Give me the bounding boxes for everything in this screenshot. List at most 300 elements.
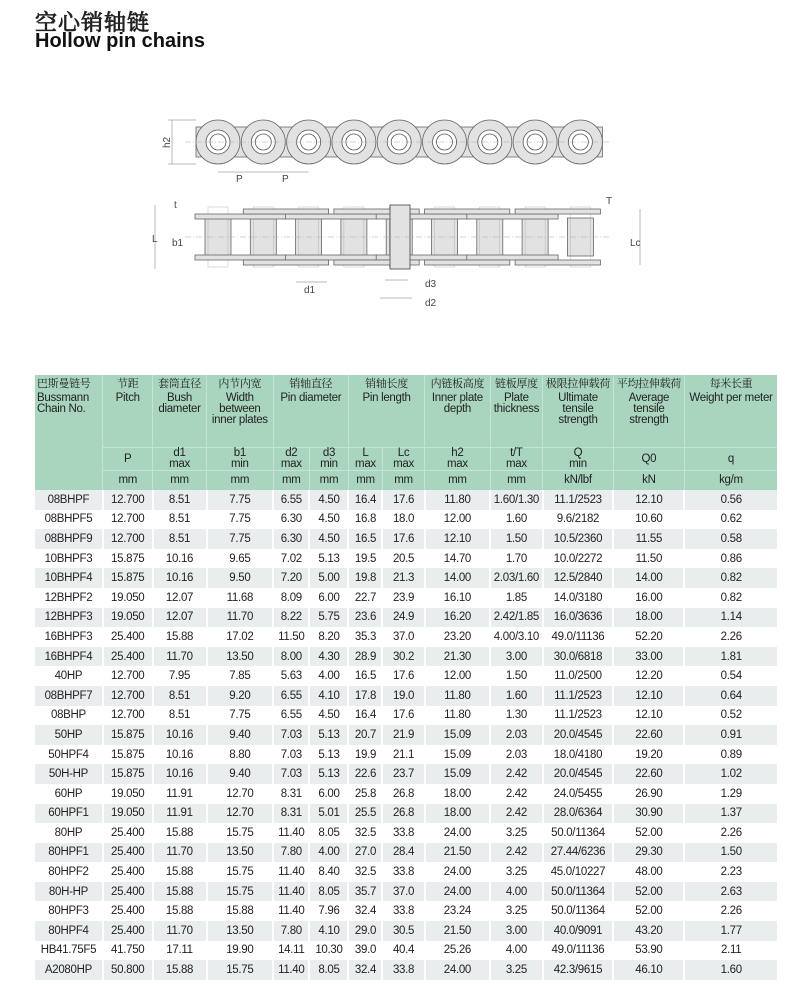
table-cell: 19.050 <box>103 784 153 804</box>
header-symbol <box>348 448 382 471</box>
table-cell: 12.700 <box>103 666 153 686</box>
table-cell: 1.81 <box>684 647 777 667</box>
table-cell: 1.30 <box>490 706 543 726</box>
inner-plate <box>195 214 286 219</box>
table-cell: 11.1/2523 <box>543 706 614 726</box>
table-cell: 32.4 <box>348 901 382 921</box>
table-cell: 33.00 <box>613 647 684 667</box>
table-row <box>35 901 777 921</box>
table-cell: 8.51 <box>153 529 207 549</box>
table-cell: 15.88 <box>153 901 207 921</box>
specifications-table <box>35 375 777 980</box>
symbol: L <box>362 447 369 459</box>
table-cell: 12.10 <box>613 686 684 706</box>
table-cell: 8.31 <box>273 784 309 804</box>
table-cell: 43.20 <box>613 921 684 941</box>
table-cell: 14.00 <box>613 568 684 588</box>
table-cell: 29.0 <box>348 921 382 941</box>
table-cell: 21.9 <box>382 725 424 745</box>
table-cell: 9.6/2182 <box>543 510 614 530</box>
header-symbol <box>613 448 684 471</box>
header-unit: mm <box>425 471 491 491</box>
table-cell: 12.700 <box>103 490 153 510</box>
table-cell: 4.00 <box>309 666 348 686</box>
table-cell: 10.16 <box>153 725 207 745</box>
table-cell: 19.050 <box>103 608 153 628</box>
table-cell: 24.0/5455 <box>543 784 614 804</box>
table-cell: 1.02 <box>684 764 777 784</box>
table-cell: 20.5 <box>382 549 424 569</box>
table-cell: 15.875 <box>103 745 153 765</box>
table-cell: 52.20 <box>613 627 684 647</box>
outer-plate <box>243 209 328 214</box>
table-cell: 4.00 <box>490 941 543 961</box>
header-en: Inner plate depth <box>431 392 483 415</box>
symbol-qualifier: max <box>446 458 468 470</box>
table-cell: 25.8 <box>348 784 382 804</box>
chain-no-cell: 50HPF4 <box>35 745 103 765</box>
table-cell: 11.40 <box>273 862 309 882</box>
outer-plate <box>243 260 328 265</box>
table-cell: 13.50 <box>207 843 274 863</box>
header-group <box>207 375 274 448</box>
table-row <box>35 686 777 706</box>
table-cell: 1.70 <box>490 549 543 569</box>
table-cell: 9.20 <box>207 686 274 706</box>
table-cell: 5.13 <box>309 725 348 745</box>
table-cell: 18.0/4180 <box>543 745 614 765</box>
table-cell: 30.90 <box>613 804 684 824</box>
label-L: L <box>152 234 158 245</box>
label-d1: d1 <box>304 285 316 296</box>
symbol: d1 <box>173 447 186 459</box>
table-cell: 2.03 <box>490 725 543 745</box>
chain-no-cell: 08BHPF <box>35 490 103 510</box>
table-cell: 15.88 <box>153 627 207 647</box>
table-cell: 52.00 <box>613 823 684 843</box>
table-cell: 7.20 <box>273 568 309 588</box>
label-d2: d2 <box>425 298 437 309</box>
table-cell: 26.90 <box>613 784 684 804</box>
header-en: Bush diameter <box>158 392 201 415</box>
symbol: q <box>727 452 735 465</box>
table-cell: 27.44/6236 <box>543 843 614 863</box>
header-symbol <box>490 448 543 471</box>
table-cell: 50.800 <box>103 960 153 980</box>
table-cell: 19.9 <box>348 745 382 765</box>
header-cn: 平均拉伸载荷 <box>616 378 681 390</box>
table-row <box>35 921 777 941</box>
label-T: T <box>606 196 613 207</box>
header-symbol <box>207 448 274 471</box>
table-cell: 15.88 <box>207 901 274 921</box>
table-cell: 52.00 <box>613 901 684 921</box>
table-cell: 18.00 <box>425 804 491 824</box>
table-cell: 32.5 <box>348 862 382 882</box>
table-cell: 15.875 <box>103 764 153 784</box>
header-unit: mm <box>273 471 309 491</box>
table-cell: 30.5 <box>382 921 424 941</box>
table-cell: 2.11 <box>684 941 777 961</box>
table-cell: 27.0 <box>348 843 382 863</box>
table-cell: 29.30 <box>613 843 684 863</box>
table-cell: 52.00 <box>613 882 684 902</box>
table-cell: 16.0/3636 <box>543 608 614 628</box>
table-cell: 9.50 <box>207 568 274 588</box>
header-unit: kN/lbf <box>543 471 614 491</box>
table-cell: 8.51 <box>153 490 207 510</box>
header-symbol <box>153 448 207 471</box>
header-unit: kN <box>613 471 684 491</box>
page-title-cn: 空心销轴链 <box>35 10 151 35</box>
table-cell: 0.89 <box>684 745 777 765</box>
symbol: b1 <box>233 447 246 459</box>
table-cell: 6.00 <box>309 784 348 804</box>
table-cell: 0.52 <box>684 706 777 726</box>
table-cell: 2.23 <box>684 862 777 882</box>
table-cell: 7.03 <box>273 745 309 765</box>
chain-no-cell: 80H-HP <box>35 882 103 902</box>
symbol-qualifier: min <box>231 458 249 470</box>
table-cell: 40.0/9091 <box>543 921 614 941</box>
table-cell: 12.00 <box>425 510 491 530</box>
header-group <box>490 375 543 448</box>
table-cell: 25.400 <box>103 921 153 941</box>
chain-no-cell: 60HP <box>35 784 103 804</box>
table-cell: 11.40 <box>273 901 309 921</box>
header-unit: mm <box>490 471 543 491</box>
table-cell: 11.1/2523 <box>543 490 614 510</box>
table-cell: 11.80 <box>425 490 491 510</box>
table-cell: 11.68 <box>207 588 274 608</box>
table-cell: 4.00/3.10 <box>490 627 543 647</box>
chain-no-cell: 08BHPF5 <box>35 510 103 530</box>
table-cell: 4.10 <box>309 686 348 706</box>
table-cell: 11.40 <box>273 882 309 902</box>
header-cn: 销轴长度 <box>365 378 408 390</box>
header-symbol <box>273 448 309 471</box>
symbol-qualifier: max <box>169 458 190 470</box>
header-symbol <box>382 448 424 471</box>
table-cell: 35.7 <box>348 882 382 902</box>
table-cell: 15.75 <box>207 823 274 843</box>
table-cell: 4.10 <box>309 921 348 941</box>
header-group <box>273 375 348 448</box>
chain-side-view <box>155 205 640 298</box>
table-cell: 11.50 <box>273 627 309 647</box>
table-cell: 15.75 <box>207 862 274 882</box>
table-cell: 15.88 <box>153 960 207 980</box>
table-cell: 20.7 <box>348 725 382 745</box>
table-cell: 4.00 <box>490 882 543 902</box>
header-en: Pin diameter <box>280 392 342 404</box>
table-cell: 0.62 <box>684 510 777 530</box>
table-cell: 33.8 <box>382 862 424 882</box>
header-cn: 内节内宽 <box>218 378 262 390</box>
table-cell: 15.875 <box>103 725 153 745</box>
table-cell: 0.54 <box>684 666 777 686</box>
table-cell: 17.6 <box>382 490 424 510</box>
table-cell: 24.00 <box>425 823 491 843</box>
symbol: Lc <box>397 447 410 459</box>
table-cell: 5.75 <box>309 608 348 628</box>
table-cell: 7.75 <box>207 706 274 726</box>
table-cell: 2.26 <box>684 823 777 843</box>
table-cell: 11.70 <box>207 608 274 628</box>
table-cell: 23.7 <box>382 764 424 784</box>
table-cell: 28.9 <box>348 647 382 667</box>
table-cell: 4.50 <box>309 490 348 510</box>
header-group <box>613 375 684 448</box>
table-cell: 17.6 <box>382 706 424 726</box>
table-cell: 17.8 <box>348 686 382 706</box>
chain-no-cell: 80HPF4 <box>35 921 103 941</box>
table-cell: 5.13 <box>309 549 348 569</box>
table-cell: 25.400 <box>103 823 153 843</box>
table-cell: 12.700 <box>103 510 153 530</box>
header-en: Plate thickness <box>493 392 540 415</box>
chain-no-cell: 08BHPF7 <box>35 686 103 706</box>
chain-no-cell: 40HP <box>35 666 103 686</box>
table-cell: 11.40 <box>273 960 309 980</box>
table-cell: 10.30 <box>309 941 348 961</box>
table-cell: 0.56 <box>684 490 777 510</box>
table-row <box>35 568 777 588</box>
table-row <box>35 882 777 902</box>
table-cell: 33.8 <box>382 901 424 921</box>
table-cell: 12.10 <box>613 490 684 510</box>
label-p1: P <box>236 174 243 185</box>
outer-plate <box>515 260 600 265</box>
table-cell: 22.7 <box>348 588 382 608</box>
table-cell: 4.00 <box>309 843 348 863</box>
table-cell: 10.16 <box>153 549 207 569</box>
table-cell: 46.10 <box>613 960 684 980</box>
chain-no-cell: 08BHP <box>35 706 103 726</box>
inner-plate <box>286 214 377 219</box>
table-cell: 13.50 <box>207 921 274 941</box>
table-cell: 48.00 <box>613 862 684 882</box>
table-cell: 1.60 <box>490 686 543 706</box>
table-cell: 15.88 <box>153 823 207 843</box>
table-cell: 6.55 <box>273 686 309 706</box>
table-cell: 5.13 <box>309 745 348 765</box>
header-unit: mm <box>207 471 274 491</box>
table-cell: 16.4 <box>348 490 382 510</box>
table-cell: 37.0 <box>382 627 424 647</box>
table-cell: 10.0/2272 <box>543 549 614 569</box>
label-b1: b1 <box>172 238 184 249</box>
header-unit: mm <box>103 471 153 491</box>
table-cell: 2.42 <box>490 804 543 824</box>
label-d3: d3 <box>425 279 437 290</box>
table-cell: 2.42/1.85 <box>490 608 543 628</box>
table-cell: 11.1/2523 <box>543 686 614 706</box>
chain-header-cn: 巴斯曼链号 <box>37 378 91 390</box>
table-cell: 16.8 <box>348 510 382 530</box>
chain-no-cell: 12BHPF2 <box>35 588 103 608</box>
table-row <box>35 804 777 824</box>
label-h2: h2 <box>162 136 173 148</box>
table-cell: 16.4 <box>348 706 382 726</box>
table-cell: 8.05 <box>309 882 348 902</box>
outer-plate <box>425 260 510 265</box>
table-cell: 11.80 <box>425 686 491 706</box>
table-cell: 25.5 <box>348 804 382 824</box>
symbol-qualifier: max <box>393 458 414 470</box>
symbol-qualifier: max <box>355 458 376 470</box>
table-cell: 15.75 <box>207 960 274 980</box>
table-cell: 15.875 <box>103 549 153 569</box>
table-cell: 22.6 <box>348 764 382 784</box>
table-cell: 23.6 <box>348 608 382 628</box>
table-cell: 2.26 <box>684 627 777 647</box>
header-unit: kg/m <box>684 471 777 491</box>
label-p2: P <box>282 174 289 185</box>
table-cell: 0.91 <box>684 725 777 745</box>
table-row <box>35 745 777 765</box>
table-cell: 19.050 <box>103 588 153 608</box>
chain-no-cell: 12BHPF3 <box>35 608 103 628</box>
table-cell: 1.14 <box>684 608 777 628</box>
table-row <box>35 941 777 961</box>
header-group <box>153 375 207 448</box>
table-cell: 4.50 <box>309 529 348 549</box>
table-cell: 7.80 <box>273 921 309 941</box>
table-cell: 22.60 <box>613 764 684 784</box>
table-row <box>35 529 777 549</box>
table-cell: 16.20 <box>425 608 491 628</box>
header-cn: 内链板高度 <box>430 378 485 390</box>
chain-no-cell: 50H-HP <box>35 764 103 784</box>
header-en: Ultimate tensile strength <box>558 392 598 426</box>
table-cell: 12.700 <box>103 686 153 706</box>
table-cell: 12.70 <box>207 804 274 824</box>
table-cell: 9.65 <box>207 549 274 569</box>
outer-plate <box>515 209 600 214</box>
table-cell: 11.40 <box>273 823 309 843</box>
table-cell: 1.77 <box>684 921 777 941</box>
page-title-en: Hollow pin chains <box>35 30 206 52</box>
table-cell: 32.4 <box>348 960 382 980</box>
table-cell: 1.60 <box>490 510 543 530</box>
table-cell: 1.50 <box>490 529 543 549</box>
header-group <box>543 375 614 448</box>
table-row <box>35 764 777 784</box>
table-cell: 12.10 <box>425 529 491 549</box>
table-cell: 41.750 <box>103 941 153 961</box>
header-symbol <box>309 448 348 471</box>
table-cell: 2.26 <box>684 901 777 921</box>
table-cell: 8.22 <box>273 608 309 628</box>
table-cell: 17.6 <box>382 529 424 549</box>
table-cell: 28.0/6364 <box>543 804 614 824</box>
table-cell: 11.91 <box>153 804 207 824</box>
table-cell: 14.70 <box>425 549 491 569</box>
table-cell: 6.00 <box>309 588 348 608</box>
header-en: Width between inner plates <box>211 392 268 426</box>
chain-no-cell: 60HPF1 <box>35 804 103 824</box>
table-cell: 12.00 <box>425 666 491 686</box>
table-cell: 7.80 <box>273 843 309 863</box>
table-cell: 21.1 <box>382 745 424 765</box>
table-row <box>35 647 777 667</box>
inner-plate <box>467 214 558 219</box>
table-cell: 25.400 <box>103 843 153 863</box>
chain-no-cell: 16BHPF4 <box>35 647 103 667</box>
table-cell: 40.4 <box>382 941 424 961</box>
table-cell: 3.25 <box>490 823 543 843</box>
symbol-qualifier: min <box>320 458 338 470</box>
chain-no-cell: 80HP <box>35 823 103 843</box>
table-cell: 23.20 <box>425 627 491 647</box>
header-unit: mm <box>348 471 382 491</box>
header-cn: 销轴直径 <box>289 378 333 390</box>
table-cell: 11.55 <box>613 529 684 549</box>
table-row <box>35 666 777 686</box>
table-cell: 8.05 <box>309 823 348 843</box>
inner-plate <box>467 255 558 260</box>
table-cell: 20.0/4545 <box>543 764 614 784</box>
table-cell: 25.400 <box>103 901 153 921</box>
table-row <box>35 510 777 530</box>
table-cell: 12.07 <box>153 608 207 628</box>
chain-diagram <box>0 100 800 315</box>
table-cell: 18.00 <box>425 784 491 804</box>
table-cell: 4.50 <box>309 706 348 726</box>
table-cell: 19.5 <box>348 549 382 569</box>
table-cell: 2.03/1.60 <box>490 568 543 588</box>
table-row <box>35 490 777 510</box>
table-cell: 15.875 <box>103 568 153 588</box>
table-cell: 30.2 <box>382 647 424 667</box>
header-en: Pitch <box>115 392 140 404</box>
table-cell: 35.3 <box>348 627 382 647</box>
table-cell: 7.75 <box>207 490 274 510</box>
table-cell: 1.29 <box>684 784 777 804</box>
table-cell: 18.00 <box>613 608 684 628</box>
chain-no-cell: 08BHPF9 <box>35 529 103 549</box>
table-cell: 26.8 <box>382 784 424 804</box>
table-cell: 1.50 <box>490 666 543 686</box>
table-cell: 10.16 <box>153 745 207 765</box>
table-cell: 50.0/11364 <box>543 823 614 843</box>
header-cn: 极限拉伸载荷 <box>545 378 611 390</box>
table-cell: 19.8 <box>348 568 382 588</box>
table-cell: 3.00 <box>490 921 543 941</box>
table-cell: 6.30 <box>273 529 309 549</box>
symbol: h2 <box>451 447 464 459</box>
table-cell: 8.00 <box>273 647 309 667</box>
table-cell: 6.55 <box>273 706 309 726</box>
table-cell: 24.00 <box>425 960 491 980</box>
table-cell: 25.400 <box>103 882 153 902</box>
table-row <box>35 588 777 608</box>
chain-no-cell: 80HPF2 <box>35 862 103 882</box>
table-cell: 3.25 <box>490 960 543 980</box>
header-en: Weight per meter <box>689 392 773 404</box>
table-cell: 9.40 <box>207 764 274 784</box>
table-cell: 11.91 <box>153 784 207 804</box>
header-symbol <box>543 448 614 471</box>
header-group <box>684 375 777 448</box>
table-cell: 16.10 <box>425 588 491 608</box>
table-cell: 12.20 <box>613 666 684 686</box>
header-symbol <box>684 448 777 471</box>
table-cell: 13.50 <box>207 647 274 667</box>
chain-no-cell: HB41.75F5 <box>35 941 103 961</box>
table-row <box>35 843 777 863</box>
